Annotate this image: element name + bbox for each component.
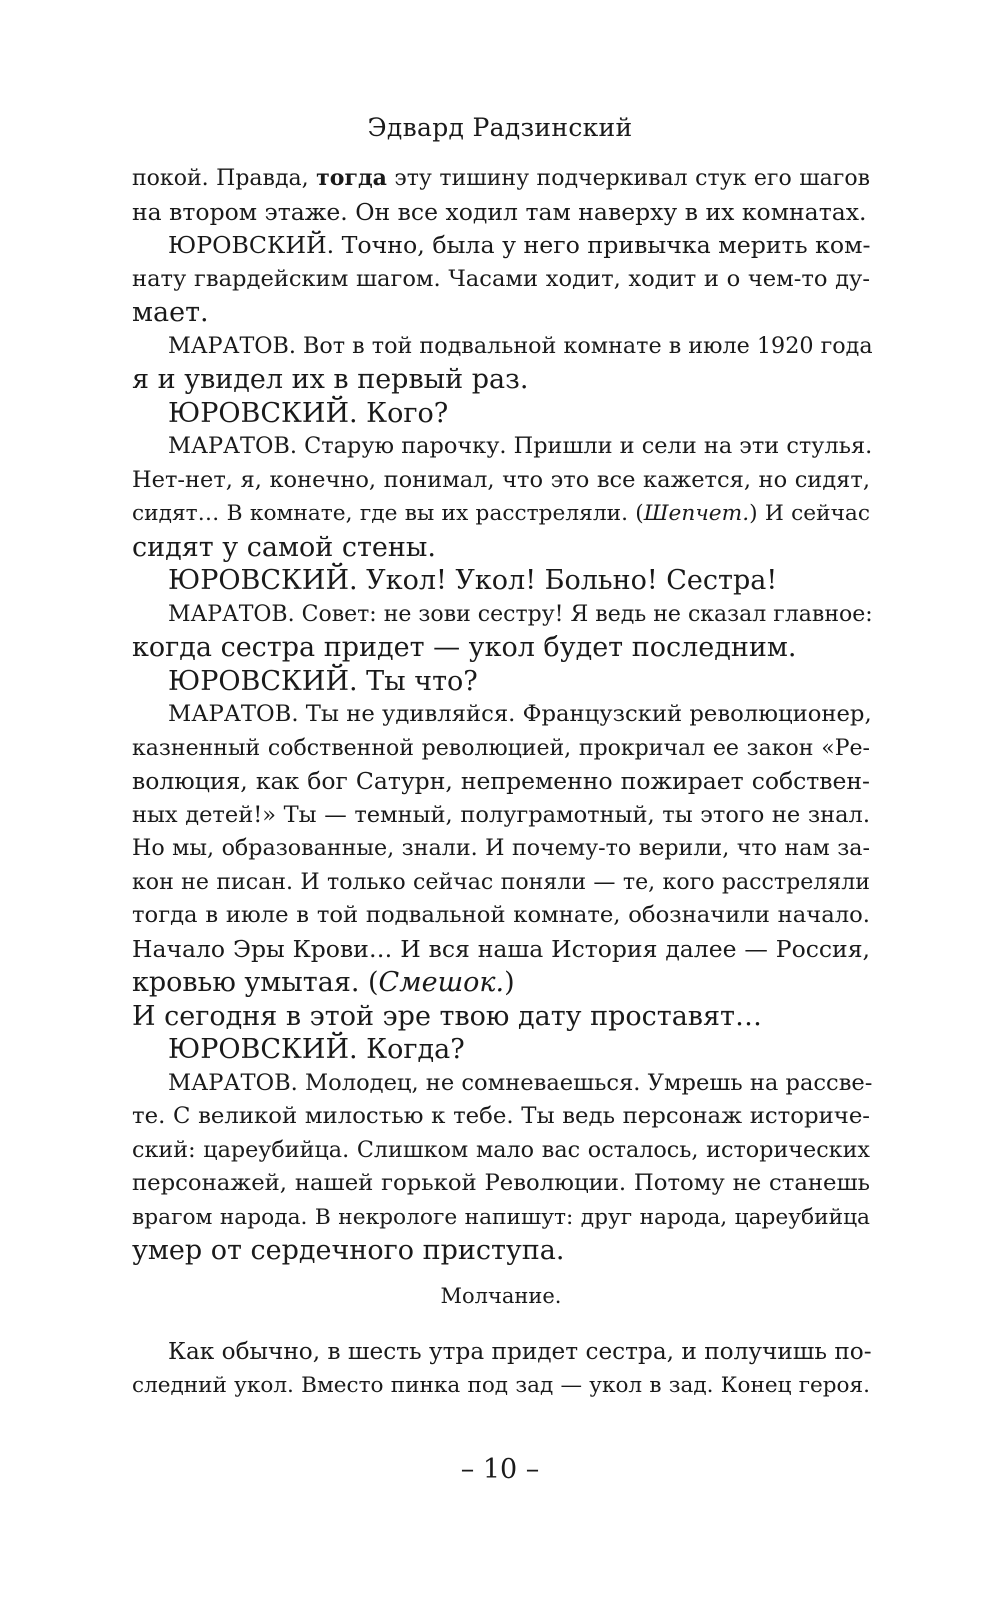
text-line: когда сестра придет — укол будет последним. [132,632,797,663]
text-run: покой. Правда, [132,166,317,191]
text-line: МАРАТОВ. Старую парочку. Пришли и сели на эти стулья. [168,433,873,459]
running-head: Эдвард Радзинский [367,113,633,142]
text-run: ) И сейчас [749,501,870,526]
italic-remark: Смешок. [378,967,505,998]
page-number: – 10 – [460,1454,540,1485]
text-line: те. С великой милостью к тебе. Ты ведь персонаж историче- [132,1103,870,1129]
text-line: нату гвардейским шагом. Часами ходит, ходит и о чем-то ду- [132,265,870,292]
text-line: Начало Эры Крови… И вся наша История далее — Россия, [132,934,870,963]
text-line: тогда в июле в той подвальной комнате, обозначили начало. [132,902,870,928]
text-line: сидят у самой стены. [132,531,436,563]
text-line: ЮРОВСКИЙ. Укол! Укол! Больно! Сестра! [168,565,778,596]
text-line: волюция, как бог Сатурн, непременно пожирает собствен- [132,767,870,795]
text-line: И сегодня в этой эре твою дату проставят… [132,1000,762,1032]
italic-remark: Шепчет. [643,501,750,526]
text-run: кровью умытая. ( [132,967,379,998]
text-line: казненный собственной революцией, прокричал ее закон «Ре- [132,735,870,761]
text-line: персонажей, нашей горькой Революции. Потому не станешь [132,1170,870,1196]
text-line: умер от сердечного приступа. [132,1235,565,1266]
stage-direction: Молчание. [440,1283,562,1308]
text-line: МАРАТОВ. Ты не удивляйся. Французский революционер, [168,701,872,727]
text-line [132,966,870,1000]
text-line: следний укол. Вместо пинка под зад — укол в зад. Конец героя. [132,1372,870,1398]
text-line: на втором этаже. Он все ходил там наверху в их комнатах. [132,197,867,226]
text-line: МАРАТОВ. Вот в той подвальной комнате в июле 1920 года [168,332,873,359]
text-line: Но мы, образованные, знали. И почему-то верили, что нам за- [132,835,870,861]
text-line: ЮРОВСКИЙ. Когда? [168,1034,465,1065]
text-line: мает. [132,297,209,328]
text-line: Нет-нет, я, конечно, понимал, что это все кажется, но сидят, [132,466,870,493]
text-line [132,162,870,196]
text-run: эту тишину подчеркивал стук его шагов [386,166,870,191]
text-line: Как обычно, в шесть утра придет сестра, и получишь по- [168,1338,872,1365]
text-line: ных детей!» Ты — темный, полуграмотный, ты этого не знал. [132,801,870,828]
text-line: врагом народа. В некрологе напишут: друг народа, цареубийца [132,1204,870,1230]
text-line: ЮРОВСКИЙ. Ты что? [168,665,478,697]
text-line: кон не писан. И только сейчас поняли — те, кого расстреляли [132,869,870,895]
bold-word: тогда [316,165,387,191]
text-line: МАРАТОВ. Совет: не зови сестру! Я ведь не сказал главное: [168,601,873,627]
text-line: я и увидел их в первый раз. [132,364,529,395]
main-text [132,162,873,1402]
text-line: ский: цареубийца. Слишком мало вас осталось, исторических [132,1136,870,1163]
text-line: МАРАТОВ. Молодец, не сомневаешься. Умрешь на рассве- [168,1069,873,1096]
text-line: ЮРОВСКИЙ. Точно, была у него привычка мерить ком- [168,231,871,259]
text-line: ЮРОВСКИЙ. Кого? [168,397,449,429]
text-run: сидят… В комнате, где вы их расстреляли. ( [132,501,644,526]
text-run: ) [504,967,515,998]
text-line [132,497,870,531]
